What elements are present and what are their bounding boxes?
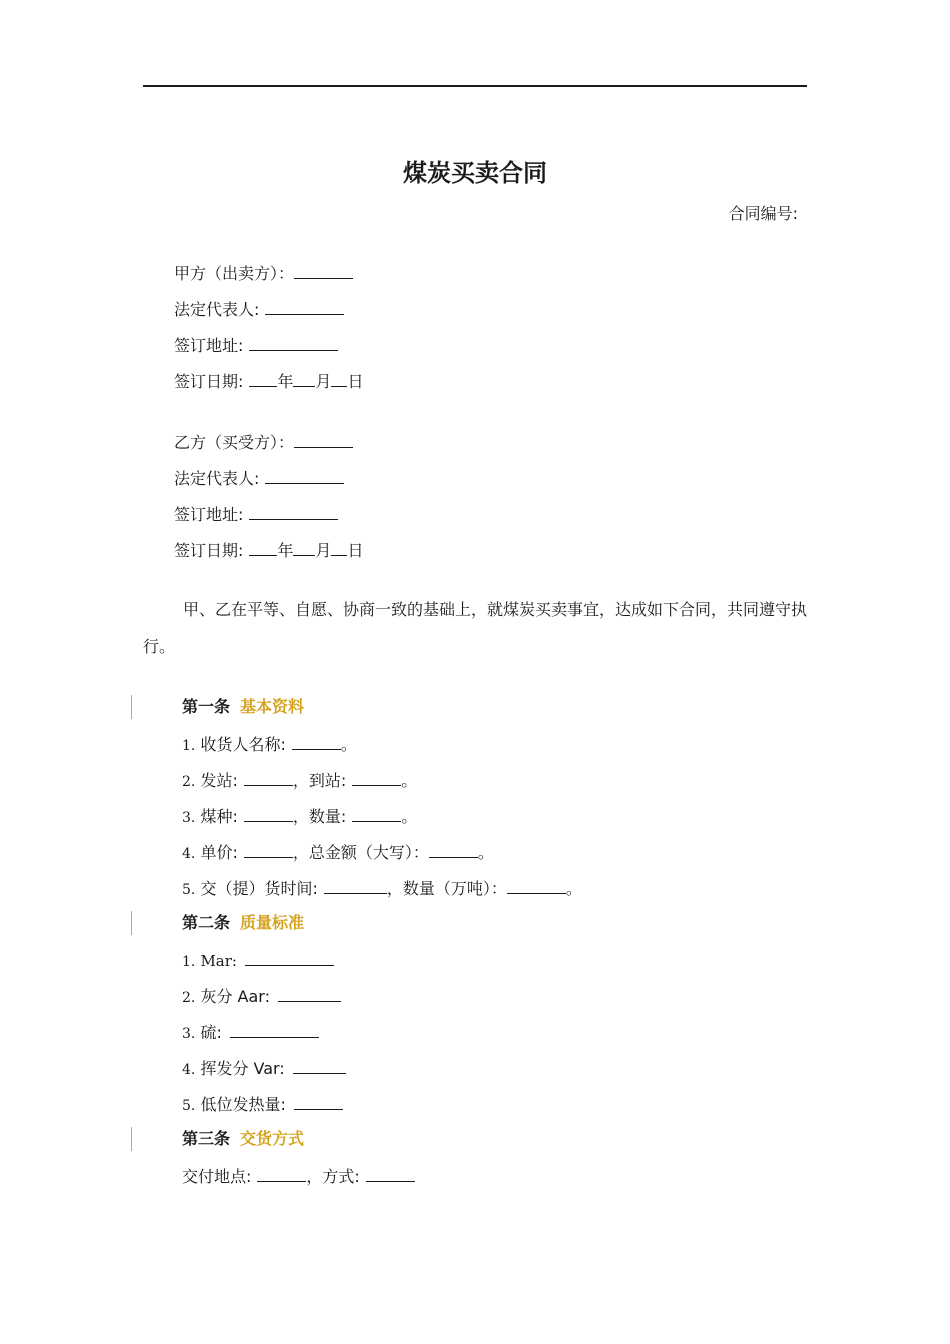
party-a-name-blank[interactable] (294, 261, 353, 279)
party-b-addr-label: 签订地址: (174, 505, 244, 524)
party-a-name-label: 甲方（出卖方）： (174, 264, 295, 283)
item-end: 。 (565, 879, 582, 898)
item-mid-label: ，到站: (292, 771, 347, 790)
party-a-year-blank[interactable] (249, 369, 277, 387)
party-a-date-label: 签订日期: (174, 372, 244, 391)
party-b-date-line (174, 538, 363, 562)
party-a-name-line (174, 261, 353, 285)
party-b-name-blank[interactable] (294, 430, 353, 448)
consignee-blank[interactable] (292, 732, 341, 750)
item-number: 1. (182, 738, 196, 754)
section-1-name: 基本资料 (240, 697, 305, 716)
year-label: 年 (277, 372, 294, 391)
item-number: 3. (182, 810, 196, 826)
item-label: 交付地点: (182, 1167, 252, 1186)
month-label: 月 (315, 541, 332, 560)
item-number: 2. (182, 990, 196, 1006)
party-a-addr-label: 签订地址: (174, 336, 244, 355)
section-3-name: 交货方式 (240, 1129, 305, 1148)
section-2-name: 质量标准 (240, 913, 305, 932)
delivery-time-blank[interactable] (324, 876, 387, 894)
party-b-rep-blank[interactable] (265, 466, 344, 484)
item-label: 煤种: (200, 807, 238, 826)
list-item (182, 1056, 346, 1081)
party-b-date-label: 签订日期: (174, 541, 244, 560)
day-label: 日 (347, 372, 364, 391)
item-mid-label: ，总金额（大写）： (292, 843, 429, 862)
list-item (182, 732, 357, 757)
section-1-heading (182, 696, 304, 718)
calorific-value-blank[interactable] (294, 1092, 343, 1110)
party-a-rep-blank[interactable] (265, 297, 344, 315)
party-a-rep-line (174, 297, 344, 321)
list-item (182, 768, 417, 793)
list-item (182, 876, 582, 901)
party-a-addr-line (174, 333, 338, 357)
party-b-rep-label: 法定代表人: (174, 469, 260, 488)
section-marker (131, 695, 132, 719)
quantity-blank[interactable] (352, 804, 401, 822)
item-label: 发站: (200, 771, 238, 790)
intro-paragraph: 甲、乙在平等、自愿、协商一致的基础上，就煤炭买卖事宜，达成如下合同，共同遵守执行。 (143, 600, 808, 656)
list-item (182, 1164, 415, 1188)
item-number: 2. (182, 774, 196, 790)
item-end: 。 (340, 735, 357, 754)
item-number: 5. (182, 1098, 196, 1114)
delivery-method-blank[interactable] (366, 1164, 415, 1182)
document-title: 煤炭买卖合同 (403, 159, 547, 187)
list-item (182, 804, 417, 829)
month-label: 月 (315, 372, 332, 391)
year-label: 年 (277, 541, 294, 560)
item-number: 4. (182, 1062, 196, 1078)
list-item (182, 948, 334, 973)
sulfur-blank[interactable] (230, 1020, 319, 1038)
party-b-addr-line (174, 502, 338, 526)
day-label: 日 (347, 541, 364, 560)
contract-number-label: 合同编号: (728, 204, 798, 223)
delivery-place-blank[interactable] (257, 1164, 306, 1182)
item-label: 收货人名称: (200, 735, 286, 754)
item-label: Mar: (200, 952, 237, 970)
list-item (182, 1092, 343, 1117)
section-marker (131, 1127, 132, 1151)
party-b-year-blank[interactable] (249, 538, 277, 556)
party-a-date-line (174, 369, 363, 393)
section-3-number: 第三条 (182, 1129, 231, 1148)
departure-station-blank[interactable] (244, 768, 293, 786)
item-label: 挥发分 Var: (200, 1059, 285, 1078)
item-mid-label: ，方式: (306, 1167, 360, 1186)
section-marker (131, 911, 132, 935)
item-number: 1. (182, 954, 196, 970)
party-a-addr-blank[interactable] (249, 333, 338, 351)
item-number: 4. (182, 846, 196, 862)
section-1-number: 第一条 (182, 697, 231, 716)
header-rule (143, 85, 807, 87)
item-number: 3. (182, 1026, 196, 1042)
section-2-heading (182, 912, 304, 934)
item-end: 。 (401, 771, 418, 790)
item-mid-label: ，数量（万吨）： (386, 879, 507, 898)
volatile-blank[interactable] (293, 1056, 346, 1074)
item-label: 单价: (200, 843, 238, 862)
section-2-number: 第二条 (182, 913, 231, 932)
moisture-blank[interactable] (245, 948, 334, 966)
party-a-rep-label: 法定代表人: (174, 300, 260, 319)
ash-blank[interactable] (278, 984, 341, 1002)
arrival-station-blank[interactable] (352, 768, 401, 786)
delivery-quantity-blank[interactable] (507, 876, 566, 894)
item-end: 。 (477, 843, 494, 862)
unit-price-blank[interactable] (244, 840, 293, 858)
total-amount-blank[interactable] (429, 840, 478, 858)
list-item (182, 1020, 319, 1045)
party-b-name-line (174, 430, 353, 454)
list-item (182, 840, 494, 865)
party-b-month-blank[interactable] (293, 538, 315, 556)
item-number: 5. (182, 882, 196, 898)
party-a-day-blank[interactable] (331, 369, 347, 387)
list-item (182, 984, 341, 1009)
item-end: 。 (401, 807, 418, 826)
party-b-name-label: 乙方（买受方）： (174, 433, 295, 452)
coal-type-blank[interactable] (244, 804, 293, 822)
party-b-addr-blank[interactable] (249, 502, 338, 520)
party-b-day-blank[interactable] (331, 538, 347, 556)
item-label: 交（提）货时间: (200, 879, 318, 898)
party-b-rep-line (174, 466, 344, 490)
item-mid-label: ，数量: (292, 807, 347, 826)
item-label: 硫: (200, 1023, 222, 1042)
party-a-month-blank[interactable] (293, 369, 315, 387)
item-label: 低位发热量: (200, 1095, 286, 1114)
section-3-heading (182, 1128, 304, 1150)
item-label: 灰分 Aar: (200, 987, 270, 1006)
